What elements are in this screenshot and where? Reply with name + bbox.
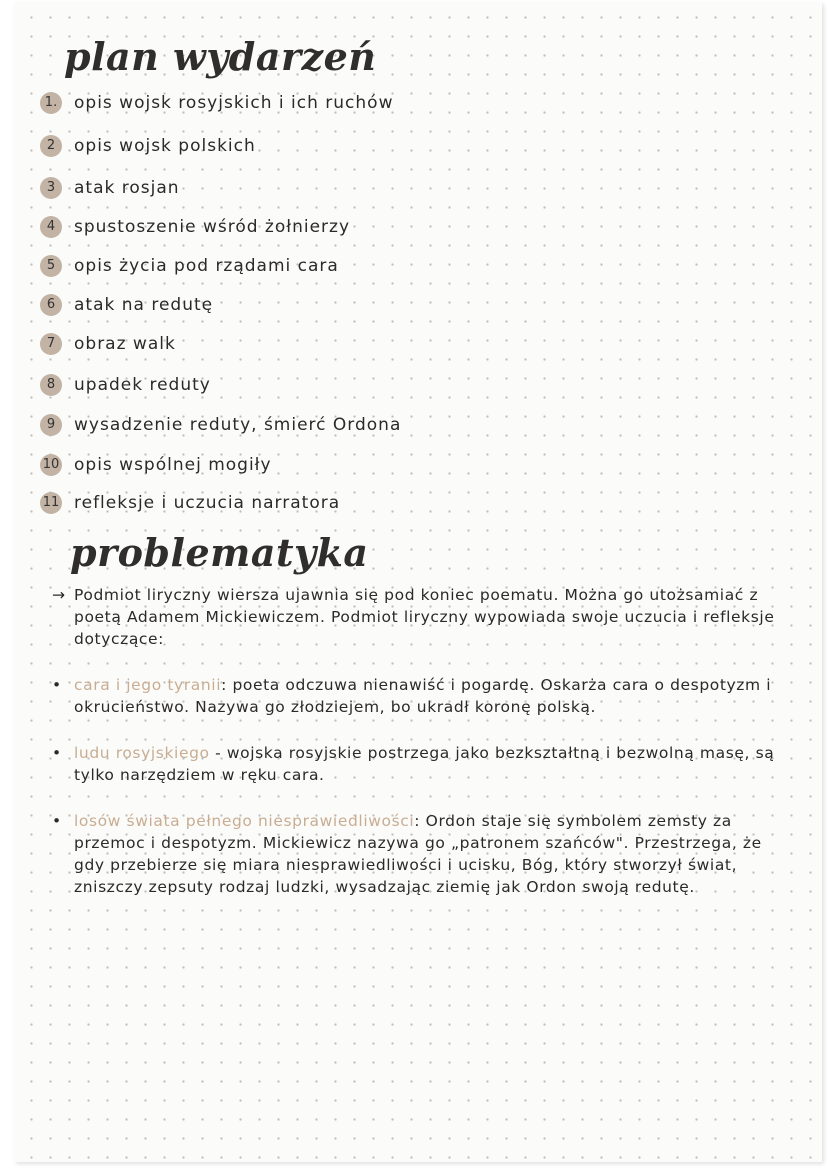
plan-item	[40, 255, 339, 277]
bullet-icon: •	[52, 744, 62, 762]
plan-item	[40, 135, 256, 157]
number-badge: 1.	[40, 92, 62, 114]
topic-text: : poeta odczuwa nienawiść i pogardę. Oskarża cara o despotyzm i okrucieństwo. Nazywa go złodziejem, bo ukradł koronę polską.	[74, 676, 772, 716]
plan-item-text: atak na redutę	[74, 295, 214, 315]
number-badge: 2	[40, 135, 62, 157]
bullet-icon: •	[52, 676, 62, 694]
topic-paragraph	[52, 674, 792, 718]
plan-item-text: opis życia pod rządami cara	[74, 256, 339, 276]
plan-item	[40, 414, 401, 436]
plan-item-text: refleksje i uczucia narratora	[74, 493, 341, 513]
plan-item-text: spustoszenie wśród żołnierzy	[74, 217, 351, 237]
topic-title: ludu rosyjskiego	[74, 744, 210, 762]
number-badge: 4	[40, 216, 62, 238]
plan-item-text: upadek reduty	[74, 375, 211, 395]
heading-problematyka: problematyka	[70, 530, 369, 575]
number-badge: 10	[40, 454, 62, 476]
topic-title: cara i jego tyranii	[74, 676, 222, 694]
number-badge: 5	[40, 255, 62, 277]
plan-item	[40, 454, 272, 476]
number-badge: 3	[40, 177, 62, 199]
notebook-page	[14, 2, 822, 1162]
topic-text: - wojska rosyjskie postrzega jako bezkształtną i bezwolną masę, są tylko narzędziem w ręku cara.	[74, 744, 775, 784]
problematyka-section	[52, 584, 792, 922]
number-badge: 9	[40, 414, 62, 436]
plan-item	[40, 216, 350, 238]
arrow-icon: →	[52, 586, 66, 604]
plan-item	[40, 92, 393, 114]
plan-item	[40, 374, 211, 396]
plan-item-text: wysadzenie reduty, śmierć Ordona	[74, 415, 402, 435]
intro-text: Podmiot liryczny wiersza ujawnia się pod koniec poematu. Można go utożsamiać z poetą Adamem Mickiewiczem. Podmiot liryczny wypowiada swoje uczucia i refleksje dotyczące:	[74, 586, 775, 648]
plan-item-text: opis wojsk rosyjskich i ich ruchów	[74, 93, 394, 113]
bullet-icon: •	[52, 812, 62, 830]
intro-paragraph	[52, 584, 792, 650]
plan-item-text: opis wojsk polskich	[74, 136, 256, 156]
number-badge: 8	[40, 374, 62, 396]
plan-item-text: atak rosjan	[74, 178, 180, 198]
plan-item	[40, 333, 176, 355]
topic-paragraph	[52, 810, 792, 898]
number-badge: 11	[40, 492, 62, 514]
number-badge: 6	[40, 294, 62, 316]
plan-item	[40, 294, 213, 316]
plan-item	[40, 177, 180, 199]
plan-item	[40, 492, 340, 514]
topic-text: : Ordon staje się symbolem zemsty za przemoc i despotyzm. Mickiewicz nazywa go „patronem szańców". Przestrzega, że gdy przebierze się miara niesprawiedliwości i ucisku, Bóg, który stworzył świat, zniszczy zepsuty rodzaj ludzki, wysadzając ziemię jak Ordon swoją redutę.	[74, 812, 762, 896]
plan-item-text: opis wspólnej mogiły	[74, 455, 272, 475]
heading-plan-wydarzen: plan wydarzeń	[64, 34, 377, 79]
topic-title: losów świata pełnego niesprawiedliwości	[74, 812, 415, 830]
number-badge: 7	[40, 333, 62, 355]
plan-item-text: obraz walk	[74, 334, 176, 354]
topic-paragraph	[52, 742, 792, 786]
